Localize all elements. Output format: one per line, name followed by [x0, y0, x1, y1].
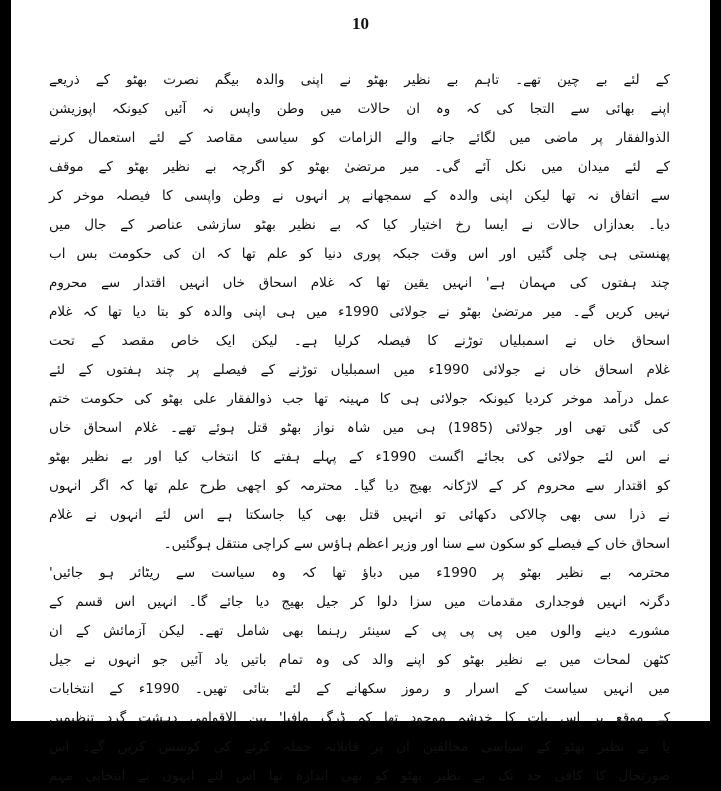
text-line: چند ہفتوں کی مہمان ہے' انہیں یقین تھا کہ غلام اسحاق خاں انہیں اقتدار سے محروم: [49, 275, 670, 291]
text-line: کے لئے میدان میں نکل آئے گی۔ میر مرتضیٰ بھٹو کو اگرچہ بے نظیر بھٹو کے موقف: [49, 159, 670, 175]
page-number: 10: [352, 14, 369, 33]
text-line: غلام اسحاق خاں نے جولائی 1990ء میں اسمبلیاں توڑنے کے فیصلے پر چند ہفتوں کے لئے: [49, 362, 670, 378]
text-line: اسحاق خاں کے فیصلے کو سکون سے سنا اور وزیر اعظم ہاؤس سے کراچی منتقل ہوگئیں۔: [163, 536, 670, 552]
text-line: کے لئے بے چین تھے۔ تاہم بے نظیر بھٹو نے اپنی والدہ بیگم نصرت بھٹو کے ذریعے: [49, 72, 670, 88]
text-line: محترمہ بے نظیر بھٹو پر 1990ء میں دباؤ تھا کہ وہ سیاست سے ریٹائر ہو جائیں': [49, 565, 670, 581]
text-line: مشورے دینے والوں میں پی پی پی کے سینئر رہنما بھی شامل تھے۔ لیکن آزمائش کے ان: [49, 623, 670, 639]
text-line: اسحاق خاں نے اسمبلیاں توڑنے کا فیصلہ کرلیا ہے۔ لیکن ایک خاص مقصد کے تحت: [49, 333, 670, 349]
document-page: [11, 0, 710, 784]
text-line: نے ذرا سی بھی چالاکی دکھائی تو انہیں قتل بھی کیا جاسکتا ہے اس لئے انہوں نے غلام: [49, 507, 670, 523]
text-line: کٹھن لمحات میں بے نظیر بھٹو کو اپنے والد کی وہ تمام باتیں یاد آئیں جو انہوں نے جیل: [49, 652, 670, 668]
text-line: نے اس لئے جولائی کی بجائے اگست 1990ء کے پہلے ہفتے کا انتخاب کیا اور بے نظیر بھٹو: [49, 449, 670, 465]
text-line: دگرنہ انہیں فوجداری مقدمات میں سزا دلوا کر جیل بھیج دیا جائے گا۔ انہیں اس قسم کے: [49, 594, 670, 610]
text-line: کی گئی تھی اور جولائی (1985) ہی میں شاہ نواز بھٹو قتل ہوئے تھے۔ غلام اسحاق خاں: [49, 420, 670, 436]
text-line: میں انہیں سیاست کے اسرار و رموز سکھانے کے لئے بتائی تھیں۔ 1990ء کے انتخابات: [49, 681, 670, 697]
text-line: یا بے نظیر بھٹو کے سیاسی مخالفین ان پر قاتلانہ حملہ کرنے کی کوشش کریں گے۔ اس: [49, 739, 670, 755]
text-line: پھنستی ہی چلی گئیں اور اس وقت جبکہ پوری دنیا کو علم تھا کہ ان کی حکومت بس اب: [49, 246, 670, 262]
text-line: الذوالفقار پر ماضی میں لگائے جانے والے الزامات کو سیاسی مقاصد کے لئے استعمال کرنے: [49, 130, 670, 146]
text-line: عمل درآمد موخر کردیا کیونکہ جولائی ہی کا مہینہ تھا جب ذوالفقار علی بھٹو کی حکومت ختم: [49, 391, 670, 407]
text-line: کو اقتدار سے محروم کر کے لاڑکانہ بھیج دیا گیا۔ محترمہ کو اچھی طرح علم تھا کہ اگر انہوں: [49, 478, 670, 494]
text-line: نہیں کریں گے۔ میر مرتضیٰ بھٹو نے جولائی 1990ء میں ہی اپنی والدہ کو بتا دیا تھا کہ غلام: [49, 304, 670, 320]
text-line: کے موقع پر اس بات کا خدشہ موجود تھا کہ ڈرگ مافیا' بین الاقوامی دہشت گرد تنظیمیں: [49, 710, 670, 726]
text-line: اپنے بھائی سے التجا کی کہ وہ ان حالات میں وطن واپس نہ آئیں کیونکہ اپوزیشن: [49, 101, 670, 117]
text-line: صورتحال کا کافی حد تک بے نظیر بھٹو کو بھی اندازہ تھا اس لئے انہوں نے انتخابی مہم: [49, 768, 670, 784]
urdu-text-block: [49, 66, 670, 784]
text-line: سے اتفاق نہ تھا لیکن اپنی والدہ کے سمجھانے پر انہوں نے وطن واپسی کا فیصلہ موخر کر: [49, 188, 670, 204]
text-line: دیا۔ بعدازاں حالات نے ایسا رخ اختیار کیا کہ بے نظیر بھٹو سازشی عناصر کے جال میں: [49, 217, 670, 233]
